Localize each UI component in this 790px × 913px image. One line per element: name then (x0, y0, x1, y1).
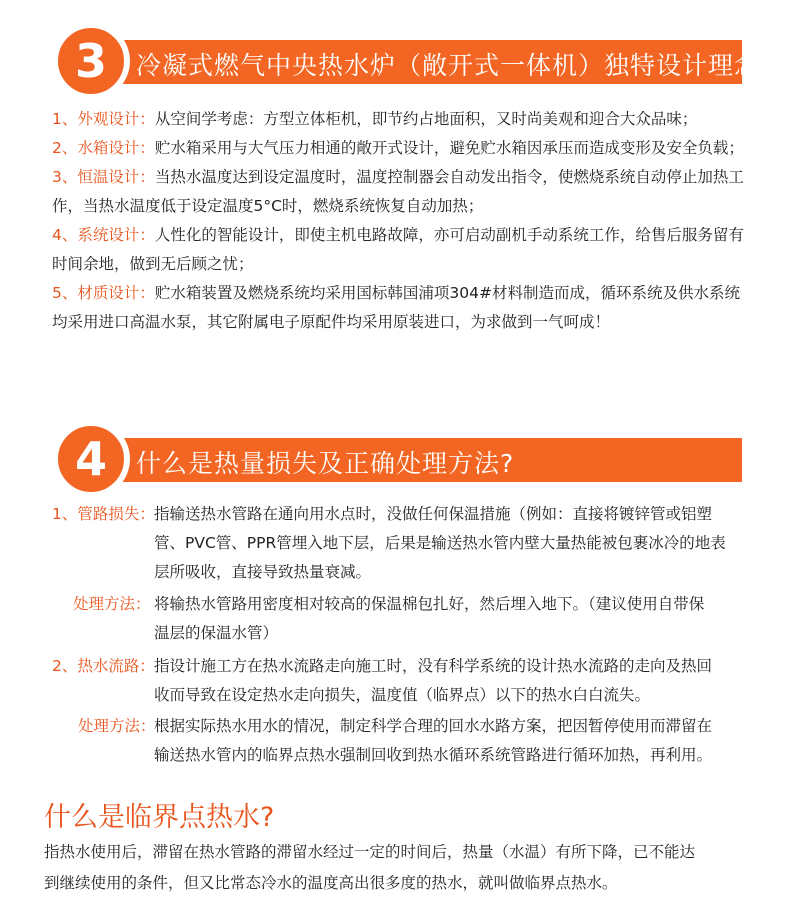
heat-loss-fix-pipe (73, 590, 753, 650)
design-item-2-label: 2、水箱设计： (52, 139, 155, 157)
section-3-design-list (52, 105, 752, 337)
heat-loss-item-pipe-label: 1、管路损失： (52, 505, 155, 523)
critical-hot-water-title: 什么是临界点热水? (44, 802, 275, 833)
text-line: 指热水使用后，滞留在热水管路的滞留水经过一定的时间后，热量（水温）有所下降，已不能达 (44, 843, 696, 861)
section-4-number-badge (52, 420, 130, 498)
design-item-5-label: 5、材质设计： (52, 284, 155, 302)
heat-loss-fix-flow-label: 处理方法： (78, 717, 156, 735)
design-item-2-text: 贮水箱采用与大气压力相通的敞开式设计，避免贮水箱因承压而造成变形及安全负载； (154, 139, 744, 157)
section-4-title: 什么是热量损失及正确处理方法? (136, 449, 515, 478)
section-4-header (52, 420, 742, 498)
section-3-number-badge (52, 22, 130, 100)
heat-loss-fix-flow (78, 712, 758, 772)
section-3-number: 3 (74, 34, 107, 88)
design-item-5 (52, 279, 752, 337)
heat-loss-item-flow-text (154, 652, 712, 710)
critical-hot-water-body (44, 837, 744, 899)
heat-loss-item-pipe (52, 500, 752, 590)
text-line: 根据实际热水用水的情况，制定科学合理的回水水路方案，把因暂停使用而滞留在 (154, 717, 713, 735)
section-3-title-bar (90, 40, 761, 84)
design-item-1-text: 从空间学考虑：方型立体柜机，即节约占地面积，又时尚美观和迎合大众品味； (154, 110, 698, 128)
section-3-header (52, 22, 761, 100)
heat-loss-item-flow-label: 2、热水流路： (52, 657, 155, 675)
section-4-number: 4 (74, 432, 107, 486)
text-line: 层所吸收，直接导致热量衰减。 (154, 563, 372, 581)
text-line: 温层的保温水管） (154, 624, 279, 642)
heat-loss-fix-pipe-label: 处理方法： (73, 595, 151, 613)
text-line: 指设计施工方在热水流路走向施工时，没有科学系统的设计热水流路的走向及热回 (154, 657, 713, 675)
heat-loss-fix-pipe-text (154, 590, 704, 648)
text-line: 管、PVC管、PPR管埋入地下层，后果是输送热水管内壁大量热能被包裹冰冷的地表 (154, 534, 726, 552)
text-line: 指输送热水管路在通向用水点时，没做任何保温措施（例如：直接将镀锌管或铝塑 (154, 505, 713, 523)
design-item-1 (52, 105, 752, 134)
heat-loss-item-pipe-text (154, 500, 726, 587)
section-4-title-bar (90, 438, 742, 482)
section-3-title: 冷凝式燃气中央热水炉（敞开式一体机）独特设计理念 (136, 51, 761, 80)
text-line: 收而导致在设定热水走向损失，温度值（临界点）以下的热水白白流失。 (154, 686, 651, 704)
design-item-2 (52, 134, 752, 163)
design-item-3-label: 3、恒温设计： (52, 168, 155, 186)
heat-loss-item-flow (52, 652, 752, 712)
text-line: 输送热水管内的临界点热水强制回收到热水循环系统管路进行循环加热，再利用。 (154, 746, 713, 764)
design-item-3-text: 当热水温度达到设定温度时，温度控制器会自动发出指令，使燃烧系统自动停止加热工作，当热水温度低于设定温度5°C时，燃烧系统恢复自动加热； (52, 168, 744, 215)
design-item-5-text: 贮水箱装置及燃烧系统均采用国标韩国浦项304#材料制造而成，循环系统及供水系统均采用进口高温水泵，其它附属电子原配件均采用原装进口，为求做到一气呵成！ (52, 284, 740, 331)
design-item-4 (52, 221, 752, 279)
text-line: 将输热水管路用密度相对较高的保温棉包扎好，然后埋入地下。（建议使用自带保 (154, 595, 705, 613)
heat-loss-fix-flow-text (154, 712, 712, 770)
design-item-1-label: 1、外观设计： (52, 110, 155, 128)
text-line: 到继续使用的条件，但又比常态冷水的温度高出很多度的热水，就叫做临界点热水。 (44, 874, 618, 892)
design-item-3 (52, 163, 752, 221)
design-item-4-text: 人性化的智能设计，即使主机电路故障，亦可启动副机手动系统工作，给售后服务留有时间余地，做到无后顾之忧； (52, 226, 744, 273)
design-item-4-label: 4、系统设计： (52, 226, 155, 244)
